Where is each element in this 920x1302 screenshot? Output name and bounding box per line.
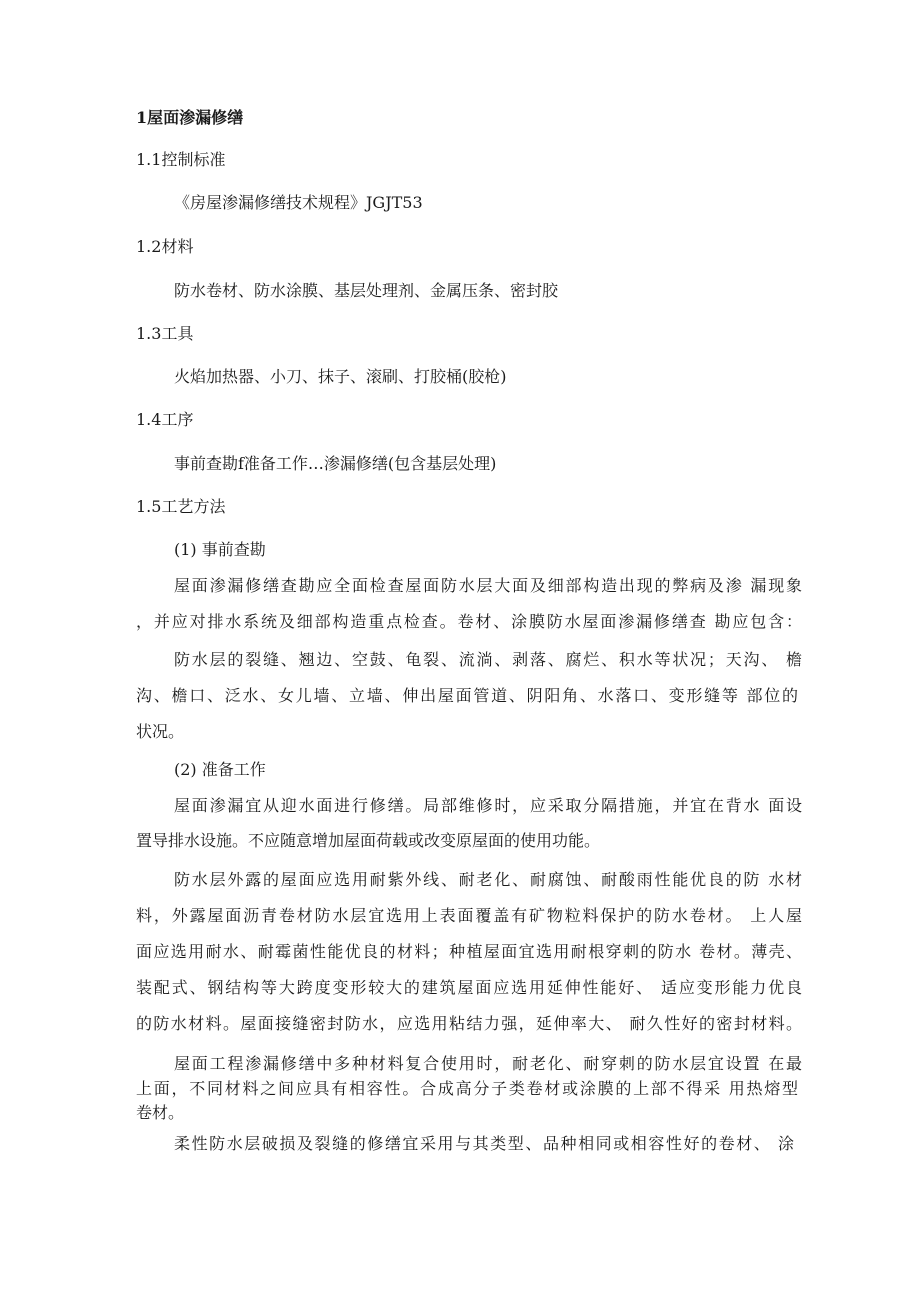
- paragraph-line: 装配式、钢结构等大跨度变形较大的建筑屋面应选用延伸性能好、 适应变形能力优良: [136, 978, 802, 997]
- subsection-label-2: (2) 准备工作: [174, 760, 266, 779]
- paragraph-line: 的防水材料。屋面接缝密封防水，应选用粘结力强，延伸率大、 耐久性好的密封材料。: [136, 1014, 802, 1033]
- paragraph-line: 防水层的裂缝、翘边、空鼓、龟裂、流淌、剥落、腐烂、积水等状况；天沟、 檐: [174, 650, 802, 669]
- section-body-1-3: 火焰加热器、小刀、抹子、滚刷、打胶桶(胶枪): [174, 367, 507, 386]
- section-heading-1-2: 1.2材料: [136, 237, 194, 256]
- document-title: 1屋面渗漏修缮: [136, 108, 244, 127]
- paragraph-line: 屋面渗漏修缮查勘应全面检查屋面防水层大面及细部构造出现的弊病及渗 漏现象: [174, 576, 802, 595]
- section-heading-1-1: 1.1控制标准: [136, 150, 226, 169]
- section-heading-1-3: 1.3工具: [136, 324, 194, 343]
- paragraph-line: 面应选用耐水、耐霉菌性能优良的材料；种植屋面宜选用耐根穿刺的防水 卷材。薄壳、: [136, 942, 802, 961]
- paragraph-line: 防水层外露的屋面应选用耐紫外线、耐老化、耐腐蚀、耐酸雨性能优良的防 水材: [174, 870, 802, 889]
- paragraph-line: 料，外露屋面沥青卷材防水层宜选用上表面覆盖有矿物粒料保护的防水卷材。 上人屋: [136, 906, 802, 925]
- subsection-label-1: (1) 事前查勘: [174, 540, 266, 559]
- section-heading-1-4: 1.4工序: [136, 410, 194, 429]
- paragraph-line: 上面，不同材料之间应具有相容性。合成高分子类卷材或涂膜的上部不得采 用热熔型: [136, 1079, 798, 1098]
- section-body-1-4: 事前查勘f准备工作…渗漏修缮(包含基层处理): [174, 454, 497, 473]
- paragraph-line: 柔性防水层破损及裂缝的修缮宜采用与其类型、品种相同或相容性好的卷材、 涂: [174, 1134, 794, 1153]
- paragraph-line: 置导排水设施。不应随意增加屋面荷载或改变原屋面的使用功能。: [136, 831, 601, 850]
- paragraph-line: 卷材。: [136, 1103, 185, 1122]
- paragraph-line: ，并应对排水系统及细部构造重点检查。卷材、涂膜防水屋面渗漏修缮查 勘应包含：: [136, 612, 802, 631]
- section-heading-1-5: 1.5工艺方法: [136, 497, 226, 516]
- paragraph-line: 沟、檐口、泛水、女儿墙、立墙、伸出屋面管道、阴阳角、水落口、变形缝等 部位的: [136, 686, 798, 705]
- paragraph-line: 屋面工程渗漏修缮中多种材料复合使用时，耐老化、耐穿刺的防水层宜设置 在最: [174, 1054, 802, 1073]
- paragraph-line: 屋面渗漏宜从迎水面进行修缮。局部维修时，应采取分隔措施，并宜在背水 面设: [174, 796, 802, 815]
- section-body-1-1: 《房屋渗漏修缮技术规程》JGJT53: [174, 193, 423, 212]
- section-body-1-2: 防水卷材、防水涂膜、基层处理剂、金属压条、密封胶: [174, 281, 559, 300]
- paragraph-line: 状况。: [136, 722, 185, 741]
